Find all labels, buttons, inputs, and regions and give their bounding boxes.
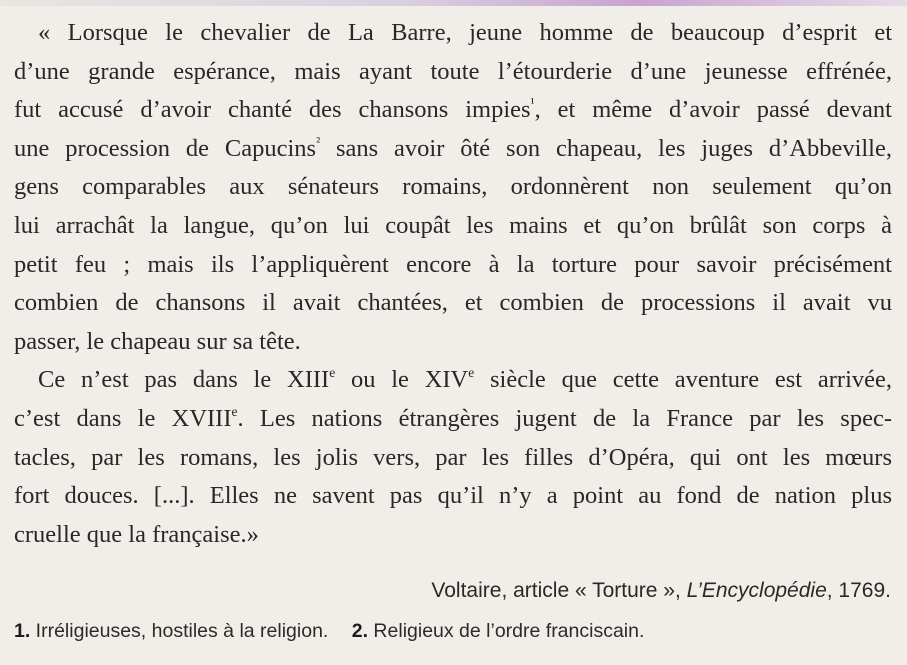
footnote-2 — [352, 620, 645, 643]
paragraph-2 — [14, 361, 892, 554]
text: , et même d’avoir passé devant — [534, 96, 892, 124]
line — [14, 361, 892, 400]
footnote-ref-2: ² — [316, 133, 321, 149]
text: sans avoir ôté son chapeau, les juges d’Abbeville, — [320, 134, 892, 162]
quote-text — [14, 14, 892, 554]
footnote-1 — [14, 620, 328, 643]
line: gens comparables aux sénateurs romains, ordonnèrent non seulement qu’on — [14, 173, 892, 201]
top-colored-strip — [0, 0, 907, 6]
line — [14, 91, 892, 130]
footnotes — [14, 620, 662, 643]
text: Ce n’est pas dans le XIII — [38, 366, 330, 394]
text: siècle que cette aventure est arrivée, — [474, 366, 892, 394]
line: fort douces. [...]. Elles ne savent pas qu’il n’y a point au fond de nation plus — [14, 482, 892, 510]
footnote-number: 1. — [14, 620, 31, 642]
superscript: e — [231, 403, 238, 419]
text: . Les nations étrangères jugent de la France par les spec- — [237, 404, 892, 432]
line — [14, 130, 892, 169]
line — [14, 400, 892, 439]
superscript: e — [468, 365, 475, 381]
footnote-text: Religieux de l’ordre franciscain. — [368, 620, 645, 642]
source-author: Voltaire, article « Torture », — [431, 579, 687, 602]
source-year: , 1769. — [826, 579, 891, 602]
footnote-number: 2. — [351, 620, 369, 642]
text: ou le XIV — [335, 366, 469, 394]
footnote-text: Irréligieuses, hostiles à la religion. — [30, 620, 329, 642]
source-work: L’Encyclopédie — [686, 579, 827, 602]
line: d’une grande espérance, mais ayant toute l’étourderie d’une jeunesse effrénée, — [14, 57, 892, 85]
source-citation — [431, 579, 891, 603]
line: combien de chansons il avait chantées, et combien de processions il avait vu — [14, 289, 892, 317]
line: cruelle que la française.» — [14, 520, 259, 548]
paragraph-1 — [14, 14, 892, 361]
superscript: e — [329, 365, 336, 381]
line: tacles, par les romans, les jolis vers, par les filles d’Opéra, qui ont les mœurs — [14, 443, 892, 471]
text: une procession de Capucins — [14, 134, 317, 162]
line: lui arrachât la langue, qu’on lui coupât les mains et qu’on brûlât son corps à — [14, 211, 892, 239]
footnote-ref-1: ¹ — [530, 95, 535, 111]
line: « Lorsque le chevalier de La Barre, jeune homme de beaucoup d’esprit et — [38, 19, 892, 46]
line: passer, le chapeau sur sa tête. — [14, 327, 301, 355]
text: c’est dans le XVIII — [14, 404, 232, 432]
line: petit feu ; mais ils l’appliquèrent encore à la torture pour savoir précisément — [14, 250, 892, 278]
text: fut accusé d’avoir chanté des chansons impies — [14, 96, 531, 124]
